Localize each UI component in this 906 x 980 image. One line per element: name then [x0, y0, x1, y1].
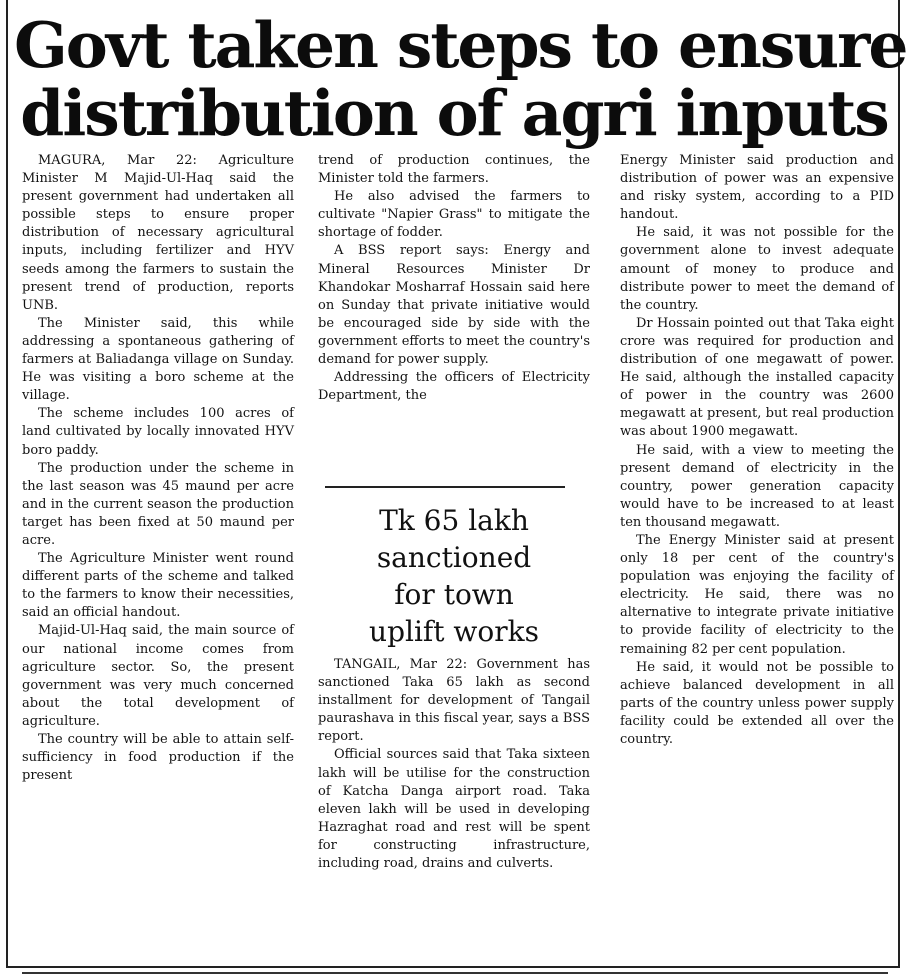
- paragraph: The country will be able to attain self-sufficiency in food production if the present: [22, 732, 294, 784]
- paragraph: He said, it would not be possible to achieve balanced development in all parts of the country unless power supply facility could be extended all over the country.: [620, 659, 894, 747]
- paragraph: The Minister said, this while addressing a spontaneous gathering of farmers at Baliadanga village on Sunday. He was visiting a boro scheme at the village.: [22, 315, 294, 404]
- story-separator-rule: [325, 486, 565, 488]
- paragraph: He said, with a view to meeting the present demand of electricity in the country, power generation capacity would have to be increased to at least ten thousand megawatt.: [620, 442, 894, 530]
- headline-line-1: Govt taken steps to ensure: [14, 8, 906, 82]
- paragraph: MAGURA, Mar 22: Agriculture Minister M Majid-Ul-Haq said the present government had undertaken all possible steps to ensure proper distribution of necessary agricultural inputs, including fertilizer and HYV seeds among the farmers to sustain the present trend of production, reports UNB.: [22, 153, 294, 313]
- paragraph: The Agriculture Minister went round different parts of the scheme and talked to the farmers to know their necessities, said an official handout.: [22, 551, 294, 621]
- headline-line-2: distribution of agri inputs: [20, 76, 888, 150]
- paragraph: A BSS report says: Energy and Mineral Resources Minister Dr Khandokar Mosharraf Hossain said here on Sunday that private initiative would be encouraged side by side with the government efforts to meet the country's demand for power supply.: [318, 243, 590, 368]
- story2-headline-line: sanctioned: [376, 541, 532, 574]
- story2-headline-line: Tk 65 lakh: [379, 504, 529, 537]
- paragraph: The Energy Minister said at present only 18 per cent of the country's population was enjoying the facility of electricity. He said, there was no alternative to integrate private initiative to provide facility of electricity to the remaining 82 per cent population.: [620, 532, 894, 657]
- story1-column-3: [620, 152, 894, 749]
- paragraph: He also advised the farmers to cultivate "Napier Grass" to mitigate the shortage of fodder.: [318, 189, 590, 241]
- story2-body: [318, 656, 590, 873]
- paragraph: Majid-Ul-Haq said, the main source of our national income comes from agriculture sector. So, the present government was very much concerned about the total development of agriculture.: [22, 623, 294, 729]
- story2-headline: [318, 502, 590, 650]
- story2-headline-line: for town: [394, 578, 514, 611]
- paragraph-continued: trend of production continues, the Minister told the farmers.: [318, 153, 590, 187]
- story2-headline-line: uplift works: [369, 615, 539, 648]
- paragraph: TANGAIL, Mar 22: Government has sanctioned Taka 65 lakh as second installment for development of Tangail paurashava in this fiscal year, says a BSS report.: [318, 657, 590, 745]
- paragraph: Dr Hossain pointed out that Taka eight crore was required for production and distribution of one megawatt of power. He said, although the installed capacity of power in the country was 2600 megawatt at present, but real production was about 1900 megawatt.: [620, 315, 894, 440]
- paragraph: He said, it was not possible for the government alone to invest adequate amount of money to produce and distribute power to meet the demand of the country.: [620, 225, 894, 313]
- paragraph: The production under the scheme in the last season was 45 maund per acre and in the current season the production target has been fixed at 50 maund per acre.: [22, 460, 294, 548]
- story1-column-1: [22, 152, 294, 785]
- story1-column-2: [318, 152, 590, 405]
- paragraph: The scheme includes 100 acres of land cultivated by locally innovated HYV boro paddy.: [22, 406, 294, 458]
- paragraph: Addressing the officers of Electricity Department, the: [318, 370, 590, 404]
- next-article-rule: [22, 972, 888, 974]
- paragraph: Official sources said that Taka sixteen lakh will be utilise for the construction of Katcha Danga airport road. Taka eleven lakh will be used in developing Hazraghat road and rest will be spent for constructing infrastructure, including road, drains and culverts.: [318, 747, 590, 872]
- bottom-border: [6, 966, 900, 968]
- paragraph-continued: Energy Minister said production and distribution of power was an expensive and risky system, according to a PID handout.: [620, 153, 894, 223]
